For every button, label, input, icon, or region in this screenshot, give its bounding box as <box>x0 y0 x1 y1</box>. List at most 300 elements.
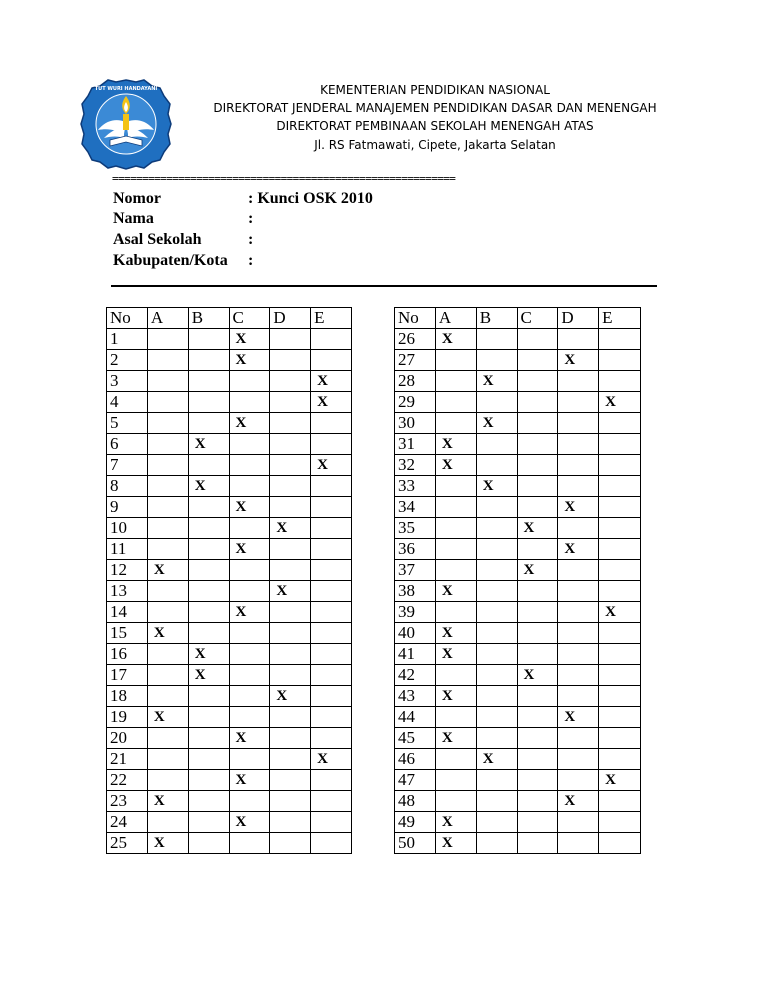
answer-cell-d <box>270 434 311 455</box>
answer-cell-b <box>188 392 229 413</box>
answer-cell-b: X <box>188 476 229 497</box>
answer-cell-e <box>311 644 352 665</box>
answer-cell-e <box>599 812 641 833</box>
answer-cell-c: X <box>229 329 270 350</box>
answer-cell-a <box>147 476 188 497</box>
answer-cell-a: X <box>147 560 188 581</box>
question-number: 20 <box>107 728 148 749</box>
field-value: : <box>248 252 254 269</box>
answer-cell-d <box>270 728 311 749</box>
question-number: 19 <box>107 707 148 728</box>
table-row <box>107 476 352 497</box>
answer-cell-d <box>558 749 599 770</box>
answer-cell-b <box>188 350 229 371</box>
answer-cell-d <box>558 371 599 392</box>
answer-cell-a <box>435 413 476 434</box>
header-line-address: Jl. RS Fatmawati, Cipete, Jakarta Selatan <box>314 138 556 152</box>
question-number: 47 <box>395 770 436 791</box>
answer-cell-c <box>517 476 558 497</box>
answer-cell-c <box>517 644 558 665</box>
answer-cell-e: X <box>599 602 641 623</box>
question-number: 16 <box>107 644 148 665</box>
answer-cell-c <box>517 371 558 392</box>
question-number: 26 <box>395 329 436 350</box>
question-number: 28 <box>395 371 436 392</box>
table-row <box>395 707 641 728</box>
table-row <box>395 350 641 371</box>
question-number: 23 <box>107 791 148 812</box>
answer-cell-e <box>311 476 352 497</box>
answer-cell-b <box>188 560 229 581</box>
answer-cell-b <box>188 497 229 518</box>
answer-cell-b <box>188 581 229 602</box>
answer-cell-b: X <box>476 476 517 497</box>
answer-cell-e <box>311 791 352 812</box>
answer-cell-d <box>270 476 311 497</box>
answer-cell-b <box>188 707 229 728</box>
answer-cell-d <box>558 644 599 665</box>
table-row <box>107 686 352 707</box>
answer-cell-a <box>435 392 476 413</box>
answer-cell-c <box>229 392 270 413</box>
question-number: 32 <box>395 455 436 476</box>
question-number: 17 <box>107 665 148 686</box>
answer-cell-a: X <box>435 686 476 707</box>
answer-cell-b <box>476 434 517 455</box>
answer-cell-e <box>311 833 352 854</box>
ministry-logo <box>80 78 172 170</box>
answer-cell-b <box>188 539 229 560</box>
answer-cell-e <box>599 497 641 518</box>
answer-cell-e: X <box>311 749 352 770</box>
answer-cell-b <box>188 812 229 833</box>
table-row <box>107 455 352 476</box>
col-header-c: C <box>229 308 270 329</box>
question-number: 42 <box>395 665 436 686</box>
table-row <box>395 833 641 854</box>
answer-cell-d <box>270 560 311 581</box>
answer-cell-a: X <box>435 644 476 665</box>
answer-cell-a <box>147 434 188 455</box>
answer-cell-b <box>476 707 517 728</box>
question-number: 27 <box>395 350 436 371</box>
answer-cell-e <box>599 539 641 560</box>
answer-cell-b <box>476 686 517 707</box>
table-row <box>395 518 641 539</box>
answer-table-right <box>394 307 641 854</box>
answer-cell-e: X <box>599 770 641 791</box>
answer-cell-e <box>599 455 641 476</box>
answer-cell-b <box>476 728 517 749</box>
field-value: : <box>248 210 254 227</box>
table-row <box>107 518 352 539</box>
table-row <box>395 602 641 623</box>
table-row <box>107 791 352 812</box>
answer-cell-a <box>435 476 476 497</box>
answer-cell-c <box>517 413 558 434</box>
answer-cell-c <box>517 497 558 518</box>
answer-cell-e <box>311 497 352 518</box>
question-number: 22 <box>107 770 148 791</box>
table-row <box>107 770 352 791</box>
answer-cell-b <box>476 665 517 686</box>
answer-cell-a <box>435 371 476 392</box>
answer-cell-a <box>147 665 188 686</box>
answer-cell-a <box>435 665 476 686</box>
question-number: 46 <box>395 749 436 770</box>
answer-cell-c <box>229 791 270 812</box>
field-label: Nomor <box>113 190 161 207</box>
answer-cell-a <box>435 749 476 770</box>
answer-cell-a: X <box>147 623 188 644</box>
question-number: 18 <box>107 686 148 707</box>
answer-cell-a <box>435 770 476 791</box>
answer-cell-e <box>599 749 641 770</box>
answer-cell-c: X <box>229 350 270 371</box>
answer-cell-c <box>517 728 558 749</box>
table-row <box>107 602 352 623</box>
answer-cell-d <box>270 497 311 518</box>
answer-cell-c <box>229 833 270 854</box>
answer-cell-a <box>435 791 476 812</box>
field-label: Nama <box>113 210 154 227</box>
answer-cell-c <box>229 371 270 392</box>
col-header-d: D <box>558 308 599 329</box>
answer-cell-e <box>311 728 352 749</box>
answer-cell-e <box>311 413 352 434</box>
table-row <box>107 728 352 749</box>
answer-cell-a <box>435 350 476 371</box>
answer-cell-b: X <box>476 413 517 434</box>
question-number: 30 <box>395 413 436 434</box>
answer-cell-b <box>188 602 229 623</box>
answer-cell-e <box>599 434 641 455</box>
answer-cell-b <box>476 623 517 644</box>
answer-cell-d <box>558 686 599 707</box>
question-number: 6 <box>107 434 148 455</box>
question-number: 8 <box>107 476 148 497</box>
field-label: Kabupaten/Kota <box>113 252 228 269</box>
answer-cell-e <box>311 665 352 686</box>
answer-cell-d <box>270 833 311 854</box>
answer-cell-c: X <box>229 602 270 623</box>
answer-cell-d <box>270 413 311 434</box>
answer-cell-d <box>558 665 599 686</box>
answer-cell-e <box>599 518 641 539</box>
answer-cell-d <box>558 812 599 833</box>
col-header-no: No <box>395 308 436 329</box>
answer-cell-e <box>599 665 641 686</box>
answer-cell-a: X <box>147 707 188 728</box>
header-line-ministry: KEMENTERIAN PENDIDIKAN NASIONAL <box>320 83 550 97</box>
answer-cell-b <box>476 518 517 539</box>
table-row <box>107 371 352 392</box>
table-row <box>395 434 641 455</box>
answer-cell-c <box>517 707 558 728</box>
col-header-a: A <box>435 308 476 329</box>
answer-cell-c <box>517 455 558 476</box>
question-number: 49 <box>395 812 436 833</box>
question-number: 5 <box>107 413 148 434</box>
answer-cell-d: X <box>558 497 599 518</box>
answer-cell-c: X <box>229 812 270 833</box>
answer-cell-d <box>270 791 311 812</box>
answer-cell-c <box>517 581 558 602</box>
answer-cell-e <box>599 581 641 602</box>
answer-cell-c <box>229 665 270 686</box>
table-row <box>395 812 641 833</box>
question-number: 11 <box>107 539 148 560</box>
table-header-row <box>395 308 641 329</box>
answer-cell-b <box>476 497 517 518</box>
answer-cell-b: X <box>476 371 517 392</box>
question-number: 2 <box>107 350 148 371</box>
table-row <box>395 497 641 518</box>
answer-cell-d <box>270 329 311 350</box>
answer-cell-a <box>147 749 188 770</box>
answer-cell-b <box>188 686 229 707</box>
answer-cell-d: X <box>558 707 599 728</box>
table-row <box>395 665 641 686</box>
answer-cell-d <box>558 581 599 602</box>
table-row <box>107 392 352 413</box>
question-number: 29 <box>395 392 436 413</box>
answer-cell-c <box>229 518 270 539</box>
answer-cell-d <box>270 812 311 833</box>
field-value: : <box>248 231 254 248</box>
question-number: 48 <box>395 791 436 812</box>
answer-cell-d <box>558 833 599 854</box>
col-header-e: E <box>599 308 641 329</box>
answer-cell-b <box>188 791 229 812</box>
table-header-row <box>107 308 352 329</box>
table-row <box>395 539 641 560</box>
table-row <box>395 686 641 707</box>
answer-cell-d <box>558 602 599 623</box>
answer-cell-c: X <box>517 518 558 539</box>
answer-cell-a <box>147 413 188 434</box>
answer-cell-b <box>188 770 229 791</box>
answer-cell-d <box>558 392 599 413</box>
question-number: 3 <box>107 371 148 392</box>
answer-table-left <box>106 307 352 854</box>
answer-cell-c <box>229 455 270 476</box>
answer-cell-c: X <box>229 497 270 518</box>
answer-cell-a <box>435 518 476 539</box>
answer-cell-a <box>147 329 188 350</box>
answer-cell-d <box>270 371 311 392</box>
answer-cell-b: X <box>188 644 229 665</box>
answer-cell-e <box>311 770 352 791</box>
answer-cell-c: X <box>229 413 270 434</box>
answer-cell-d <box>558 413 599 434</box>
answer-cell-b <box>188 833 229 854</box>
answer-cell-b: X <box>476 749 517 770</box>
answer-cell-c <box>229 623 270 644</box>
answer-cell-c: X <box>517 665 558 686</box>
answer-cell-e <box>599 686 641 707</box>
answer-cell-a <box>147 644 188 665</box>
answer-cell-a <box>435 539 476 560</box>
answer-cell-c <box>229 707 270 728</box>
answer-cell-c <box>229 560 270 581</box>
answer-cell-d <box>270 455 311 476</box>
answer-cell-c <box>517 833 558 854</box>
answer-cell-b <box>188 749 229 770</box>
answer-cell-e: X <box>311 455 352 476</box>
answer-cell-d <box>270 623 311 644</box>
answer-cell-a <box>147 371 188 392</box>
table-row <box>107 413 352 434</box>
answer-cell-a <box>435 560 476 581</box>
answer-cell-a: X <box>147 791 188 812</box>
answer-cell-a <box>147 770 188 791</box>
question-number: 1 <box>107 329 148 350</box>
answer-cell-a <box>147 581 188 602</box>
answer-cell-d <box>558 623 599 644</box>
answer-cell-e <box>311 560 352 581</box>
question-number: 44 <box>395 707 436 728</box>
answer-cell-a <box>147 455 188 476</box>
answer-cell-e <box>599 644 641 665</box>
answer-cell-b: X <box>188 665 229 686</box>
answer-cell-c <box>517 686 558 707</box>
question-number: 38 <box>395 581 436 602</box>
answer-cell-a <box>147 518 188 539</box>
answer-cell-c <box>517 350 558 371</box>
answer-cell-a: X <box>435 434 476 455</box>
answer-cell-a: X <box>435 623 476 644</box>
col-header-c: C <box>517 308 558 329</box>
table-row <box>107 833 352 854</box>
answer-cell-c <box>517 749 558 770</box>
answer-cell-a: X <box>435 833 476 854</box>
answer-cell-a <box>147 350 188 371</box>
answer-cell-c: X <box>229 539 270 560</box>
answer-cell-a <box>147 602 188 623</box>
answer-cell-e <box>311 602 352 623</box>
answer-cell-e <box>311 539 352 560</box>
answer-cell-e <box>599 791 641 812</box>
question-number: 33 <box>395 476 436 497</box>
question-number: 9 <box>107 497 148 518</box>
answer-cell-b <box>188 518 229 539</box>
answer-cell-c <box>517 329 558 350</box>
table-row <box>107 581 352 602</box>
answer-cell-d <box>558 434 599 455</box>
answer-cell-b <box>188 623 229 644</box>
header-line-directorate-general: DIREKTORAT JENDERAL MANAJEMEN PENDIDIKAN DASAR DAN MENENGAH <box>213 101 657 115</box>
table-row <box>395 644 641 665</box>
answer-cell-b <box>188 329 229 350</box>
answer-cell-c <box>517 812 558 833</box>
answer-cell-c <box>517 623 558 644</box>
answer-cell-d <box>558 476 599 497</box>
answer-cell-b <box>476 392 517 413</box>
col-header-no: No <box>107 308 148 329</box>
col-header-d: D <box>270 308 311 329</box>
table-row <box>107 350 352 371</box>
question-number: 12 <box>107 560 148 581</box>
answer-cell-a: X <box>435 728 476 749</box>
table-row <box>395 560 641 581</box>
answer-cell-c: X <box>517 560 558 581</box>
answer-cell-e: X <box>311 392 352 413</box>
answer-cell-d: X <box>270 518 311 539</box>
answer-cell-e <box>311 707 352 728</box>
question-number: 10 <box>107 518 148 539</box>
answer-cell-e <box>311 350 352 371</box>
answer-cell-c <box>517 539 558 560</box>
answer-cell-e <box>311 623 352 644</box>
question-number: 35 <box>395 518 436 539</box>
question-number: 34 <box>395 497 436 518</box>
col-header-b: B <box>476 308 517 329</box>
table-row <box>107 623 352 644</box>
answer-cell-e <box>599 476 641 497</box>
answer-cell-a <box>147 686 188 707</box>
answer-cell-d <box>558 770 599 791</box>
answer-cell-d <box>270 770 311 791</box>
answer-cell-a <box>147 539 188 560</box>
answer-cell-d <box>270 644 311 665</box>
answer-cell-b <box>476 602 517 623</box>
answer-cell-c <box>229 476 270 497</box>
answer-cell-d <box>558 329 599 350</box>
answer-cell-b <box>476 770 517 791</box>
table-row <box>107 329 352 350</box>
horizontal-rule <box>111 285 657 287</box>
answer-cell-b <box>476 539 517 560</box>
answer-cell-a: X <box>147 833 188 854</box>
answer-cell-b <box>476 560 517 581</box>
svg-text:TUT WURI HANDAYANI: TUT WURI HANDAYANI <box>94 86 158 92</box>
answer-cell-a <box>147 728 188 749</box>
answer-cell-c: X <box>229 770 270 791</box>
answer-cell-b <box>476 581 517 602</box>
answer-cell-c <box>517 791 558 812</box>
table-row <box>395 749 641 770</box>
answer-cell-a <box>435 602 476 623</box>
answer-cell-b <box>188 455 229 476</box>
answer-cell-d: X <box>558 539 599 560</box>
answer-cell-b <box>476 812 517 833</box>
answer-cell-b <box>476 833 517 854</box>
question-number: 14 <box>107 602 148 623</box>
table-row <box>107 539 352 560</box>
table-row <box>107 812 352 833</box>
field-value: : Kunci OSK 2010 <box>248 190 373 207</box>
table-row <box>395 371 641 392</box>
header-line-directorate: DIREKTORAT PEMBINAAN SEKOLAH MENENGAH ATAS <box>276 119 594 133</box>
answer-cell-e <box>311 518 352 539</box>
answer-cell-d <box>558 728 599 749</box>
question-number: 4 <box>107 392 148 413</box>
question-number: 15 <box>107 623 148 644</box>
answer-cell-a: X <box>435 581 476 602</box>
answer-cell-a <box>435 707 476 728</box>
answer-cell-b <box>188 413 229 434</box>
answer-cell-c <box>517 434 558 455</box>
table-row <box>395 623 641 644</box>
answer-cell-e <box>311 329 352 350</box>
question-number: 36 <box>395 539 436 560</box>
answer-cell-d <box>558 518 599 539</box>
table-row <box>107 707 352 728</box>
question-number: 25 <box>107 833 148 854</box>
answer-cell-a: X <box>435 812 476 833</box>
answer-cell-d: X <box>558 350 599 371</box>
